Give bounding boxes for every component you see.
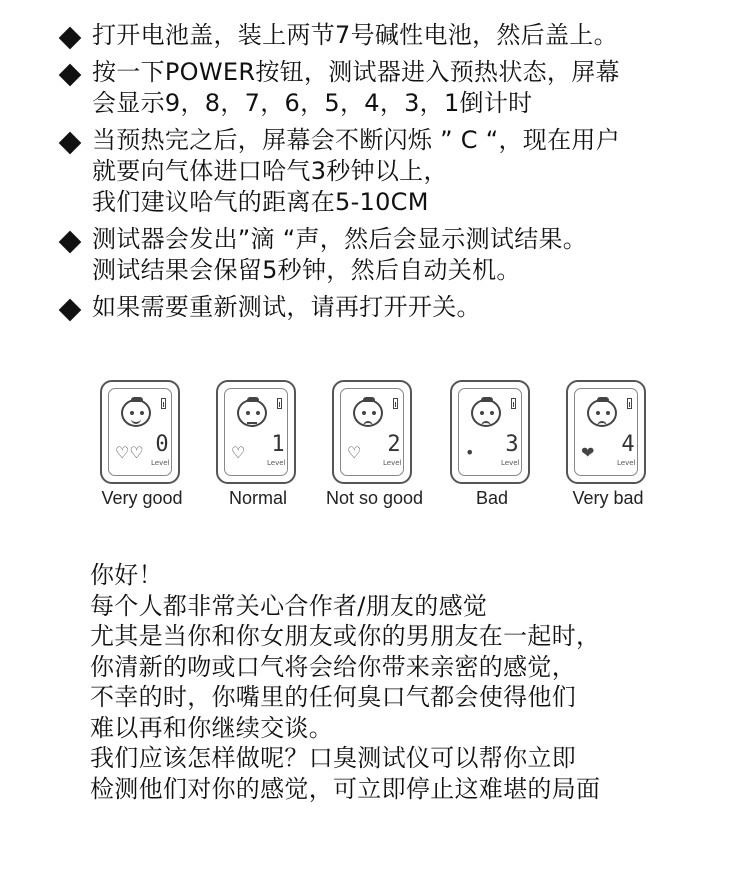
face-icon [353,399,383,427]
heart-icon: ♡♡ [115,443,144,462]
battery-icon [161,398,166,409]
level-label: Level [151,459,170,467]
instructions-list [58,20,738,329]
message-line: 你清新的吻或口气将会给你带来亲密的感觉， [90,652,576,681]
battery-icon [277,398,282,409]
device-screen [340,388,404,476]
face-icon [237,399,267,427]
face-icon [471,399,501,427]
message-paragraph [90,560,730,804]
diamond-bullet-icon [59,299,82,322]
instruction-text: 测试结果会保留5秒钟，然后自动关机。 [92,256,521,284]
tester-device-icon [332,380,412,484]
level-caption: Very good [101,488,183,508]
level-digit: 4 [621,432,635,457]
heart-icon: ♡ [347,443,362,462]
diamond-bullet-icon [59,132,82,155]
device-screen [574,388,638,476]
level-digit: 3 [505,432,519,457]
level-caption: Bad [475,488,509,508]
battery-icon [393,398,398,409]
message-line: 你好！ [90,561,163,589]
level-digit: 0 [155,432,169,457]
device-screen [224,388,288,476]
level-digit: 1 [271,432,285,457]
device-screen [458,388,522,476]
instruction-text: 如果需要重新测试，请再打开开关。 [92,293,481,321]
instruction-step-1 [58,20,738,51]
instruction-text: 测试器会发出”滴 “声，然后会显示测试结果。 [92,225,588,253]
level-label: Level [383,459,402,467]
tester-device-icon [100,380,180,484]
instruction-step-2 [58,57,738,119]
battery-icon [627,398,632,409]
diamond-bullet-icon [59,27,82,50]
diamond-bullet-icon [59,231,82,254]
instruction-text: 就要向气体进口哈气3秒钟以上， [92,157,448,185]
tester-device-icon [566,380,646,484]
diamond-bullet-icon [59,64,82,87]
level-digit: 2 [387,432,401,457]
heart-icon: ❤ [581,443,595,462]
level-label: Level [267,459,286,467]
tester-device-icon [216,380,296,484]
breath-level-chart [94,380,664,510]
level-caption: Very bad [572,488,644,508]
instruction-step-4 [58,224,738,286]
level-caption: Not so good [326,488,424,508]
tester-device-icon [450,380,530,484]
face-icon [587,399,617,427]
battery-icon [511,398,516,409]
instruction-step-5 [58,292,738,323]
message-line: 检测他们对你的感觉，可立即停止这难堪的局面 [90,774,601,803]
instruction-text: 按一下POWER按钮，测试器进入预热状态，屏幕 [92,58,620,86]
instruction-text: 打开电池盖，装上两节7号碱性电池，然后盖上。 [92,21,618,49]
instruction-text: 当预热完之后，屏幕会不断闪烁 ” C “，现在用户 [92,126,621,154]
instruction-step-3 [58,125,738,218]
heart-icon: • [465,443,475,462]
heart-icon: ♡ [231,443,246,462]
message-line: 我们应该怎样做呢？口臭测试仪可以帮你立即 [90,744,576,772]
device-screen [108,388,172,476]
message-line: 每个人都非常关心合作者/朋友的感觉 [90,591,488,620]
level-caption: Normal [228,488,287,508]
instruction-text: 我们建议哈气的距离在5-10CM [92,188,429,216]
message-line: 不幸的时，你嘴里的任何臭口气都会使得他们 [90,683,576,711]
face-icon [121,399,151,427]
level-label: Level [501,459,520,467]
instruction-text: 会显示9，8，7，6，5，4，3，1倒计时 [92,89,533,117]
message-line: 尤其是当你和你女朋友或你的男朋友在一起时， [90,622,601,650]
message-line: 难以再和你继续交谈。 [90,713,333,742]
level-label: Level [617,459,636,467]
